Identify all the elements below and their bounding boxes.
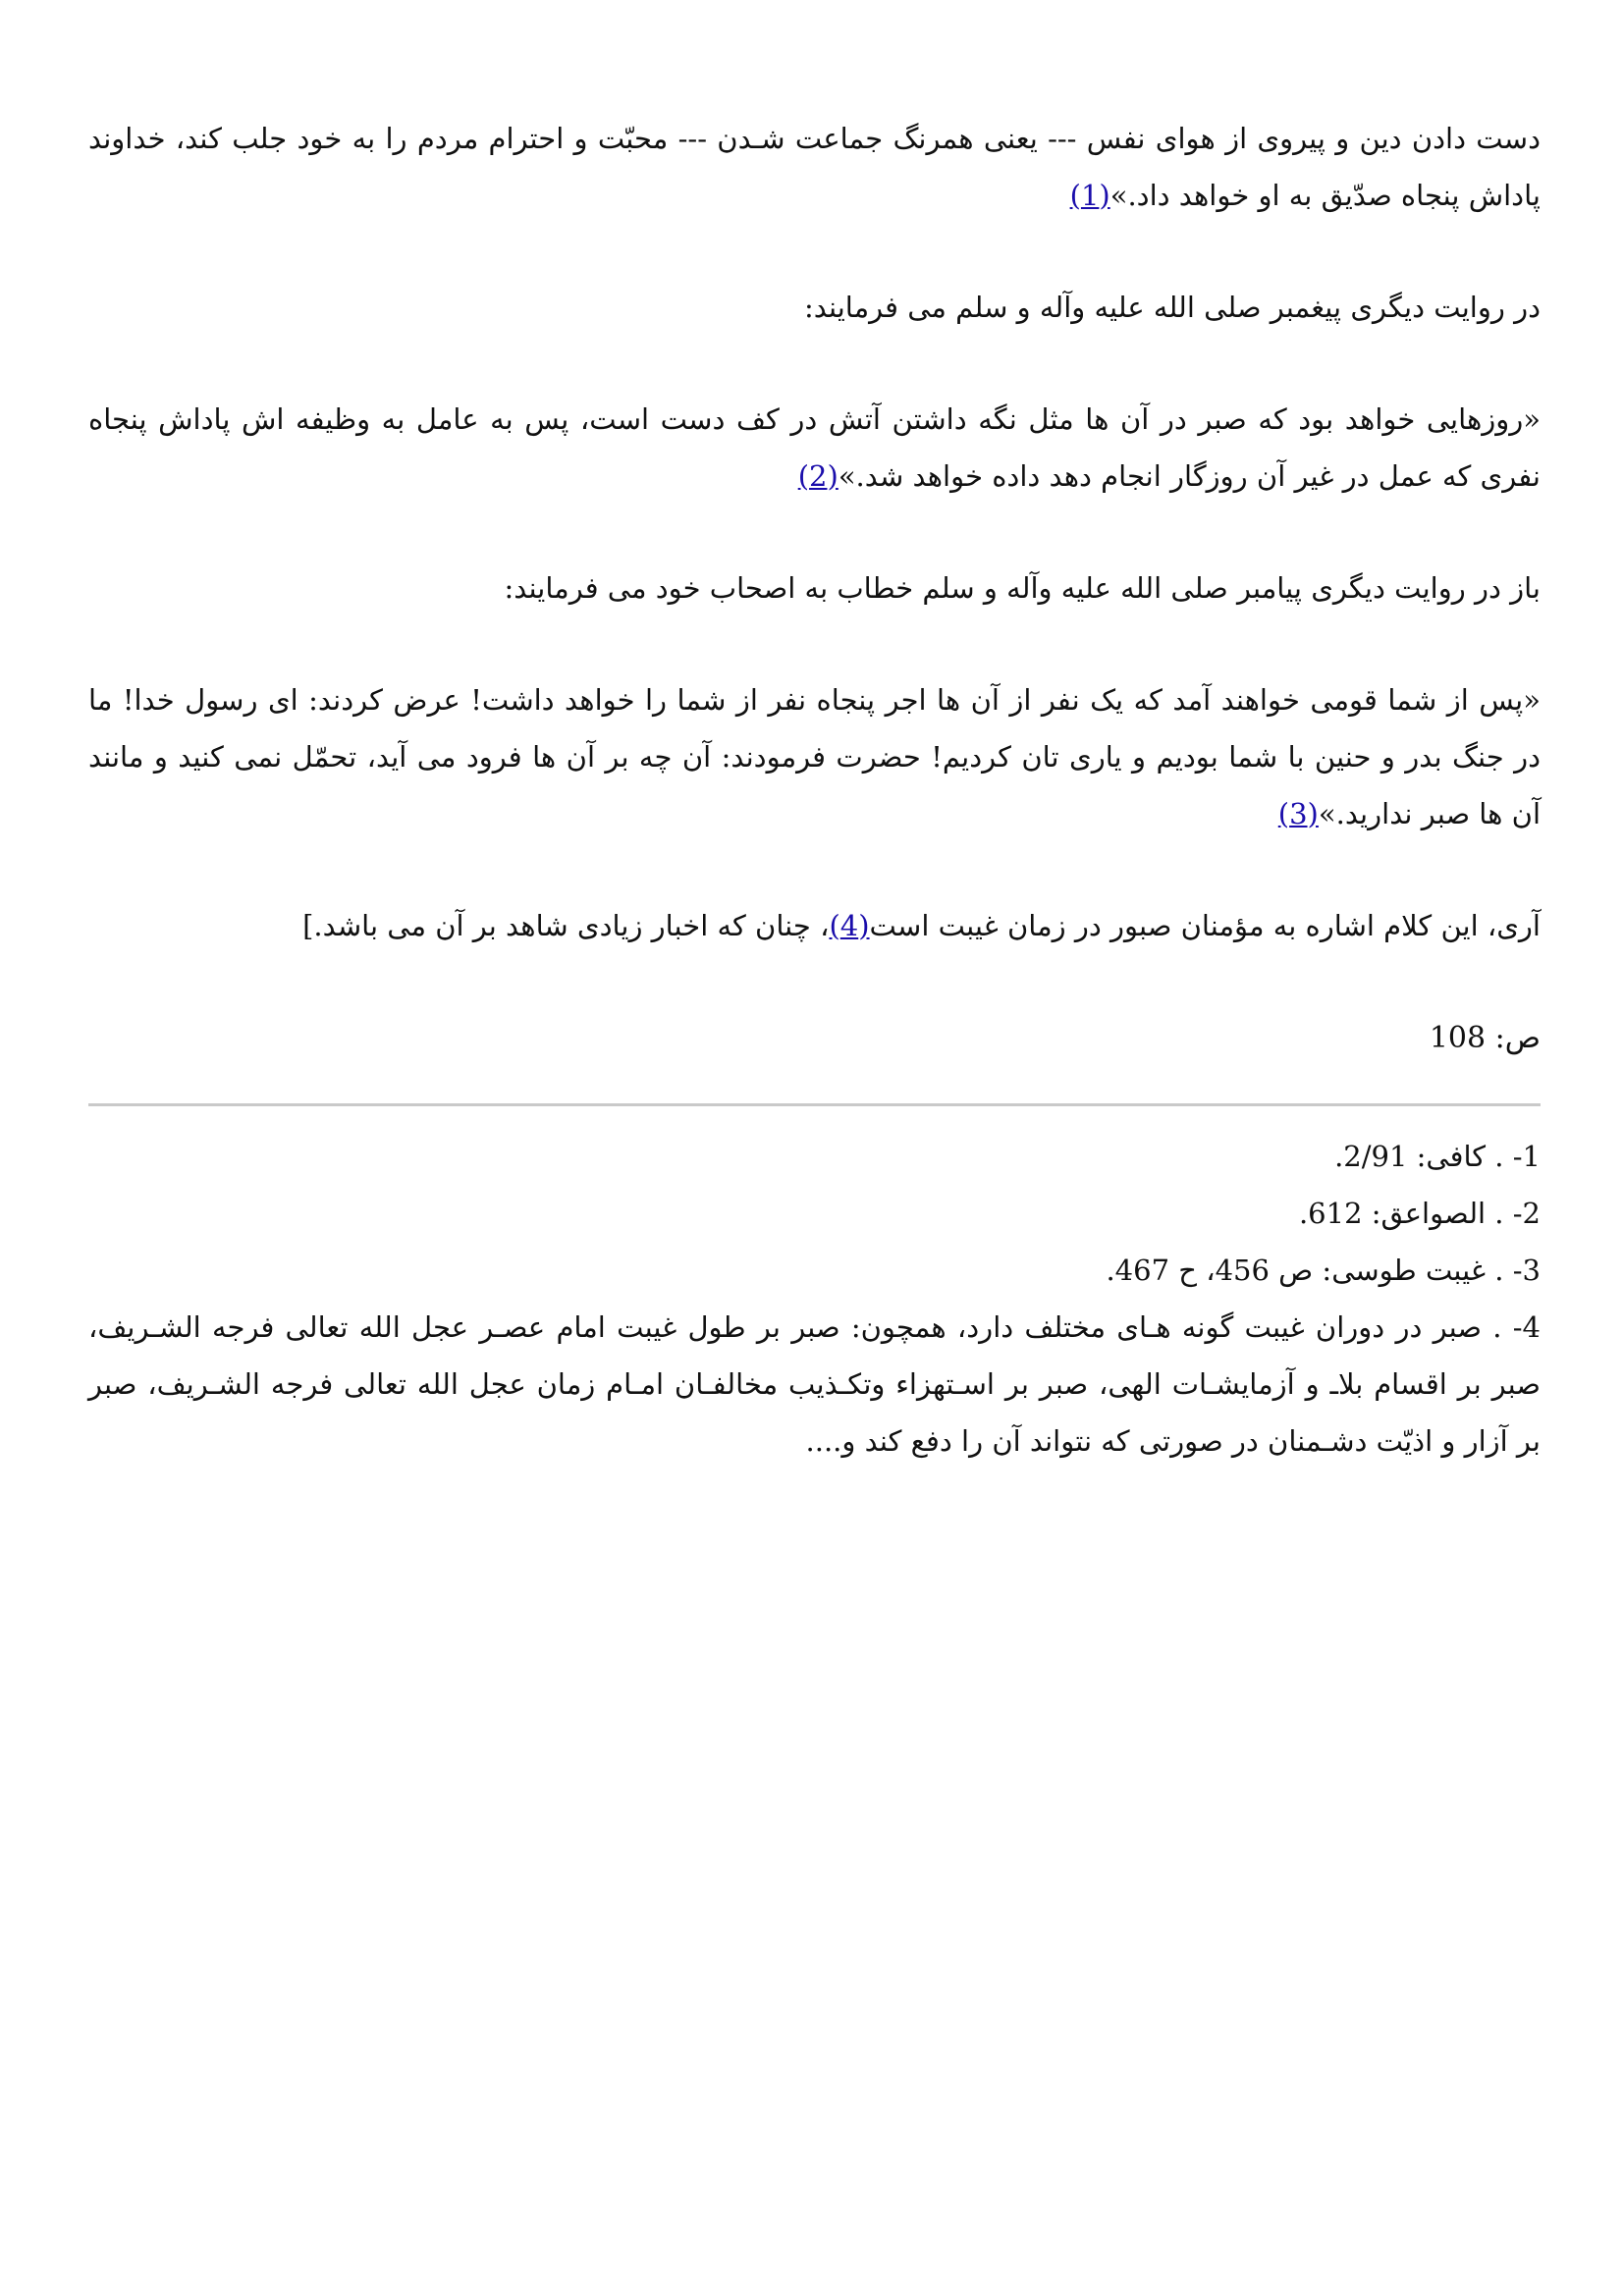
paragraph-6-text-after: ، چنان که اخبار زیادی شاهد بر آن می باشد.] [302,909,830,942]
footnote-link-4[interactable]: (4) [829,909,870,942]
footnote-4: 4- . صبر در دوران غیبت گونه هـای مختلف دارد، همچون: صبر بر طول غیبت امام عصـر عجل الله تعالی فرجه الشـریف، صبر بر اقسام بلاـ و آزمایشـات الهی، صبر بر اسـتهزاء وتکـذیب مخالفـان امـام زمان عجل الله تعالی فرجه الشـریف، صبر بر آزار و اذیّت دشـمنان در صورتی که نتواند آن را دفع کند و.... [88,1310,1541,1458]
paragraph-6-text-before: آری، این کلام اشاره به مؤمنان صبور در زمان غیبت است [869,909,1541,942]
footnote-divider [88,1103,1541,1106]
footnote-link-1[interactable]: (1) [1069,179,1110,212]
paragraph-6 [88,897,1541,954]
footnotes [88,1128,1541,1469]
paragraph-1-text: دست دادن دین و پیروی از هوای نفس --- یعنی همرنگ جماعت شـدن --- محبّت و احترام مردم را به خود جلب کند، خداوند پاداش پنجاه صدّیق به او خواهد داد.» [88,122,1541,212]
paragraph-3 [88,391,1541,505]
paragraph-5 [88,671,1541,842]
paragraph-4-text: باز در روایت دیگری پیامبر صلی الله علیه وآله و سلم خطاب به اصحاب خود می فرمایند: [504,571,1541,605]
footnote-1: 1- . کافی: 2/91. [1334,1140,1541,1173]
footnote-3: 3- . غیبت طوسی: ص 456، ح 467. [1106,1254,1541,1287]
footnote-2: 2- . الصواعق: 612. [1298,1197,1541,1230]
paragraph-1 [88,110,1541,224]
footnote-link-2[interactable]: (2) [797,459,839,493]
page-number: ص: 108 [1429,1021,1541,1055]
paragraph-5-text: «پس از شما قومی خواهند آمد که یک نفر از آن ها اجر پنجاه نفر از شما را خواهد داشت! عرض کردند: ای رسول خدا! ما در جنگ بدر و حنین با شما بودیم و یاری تان کردیم! حضرت فرمودند: آن چه بر آن ها فرود می آید، تحمّل نمی کنید و مانند آن ها صبر ندارید.» [88,683,1541,830]
paragraph-4 [88,560,1541,616]
main-text [88,110,1541,954]
paragraph-3-text: «روزهایی خواهد بود که صبر در آن ها مثل نگه داشتن آتش در کف دست است، پس به عامل به وظیفه اش پاداش پنجاه نفری که عمل در غیر آن روزگار انجام دهد داده خواهد شد.» [88,402,1541,493]
paragraph-2 [88,279,1541,336]
footnote-link-3[interactable]: (3) [1277,797,1319,830]
paragraph-2-text: در روایت دیگری پیغمبر صلی الله علیه وآله و سلم می فرمایند: [803,291,1541,324]
